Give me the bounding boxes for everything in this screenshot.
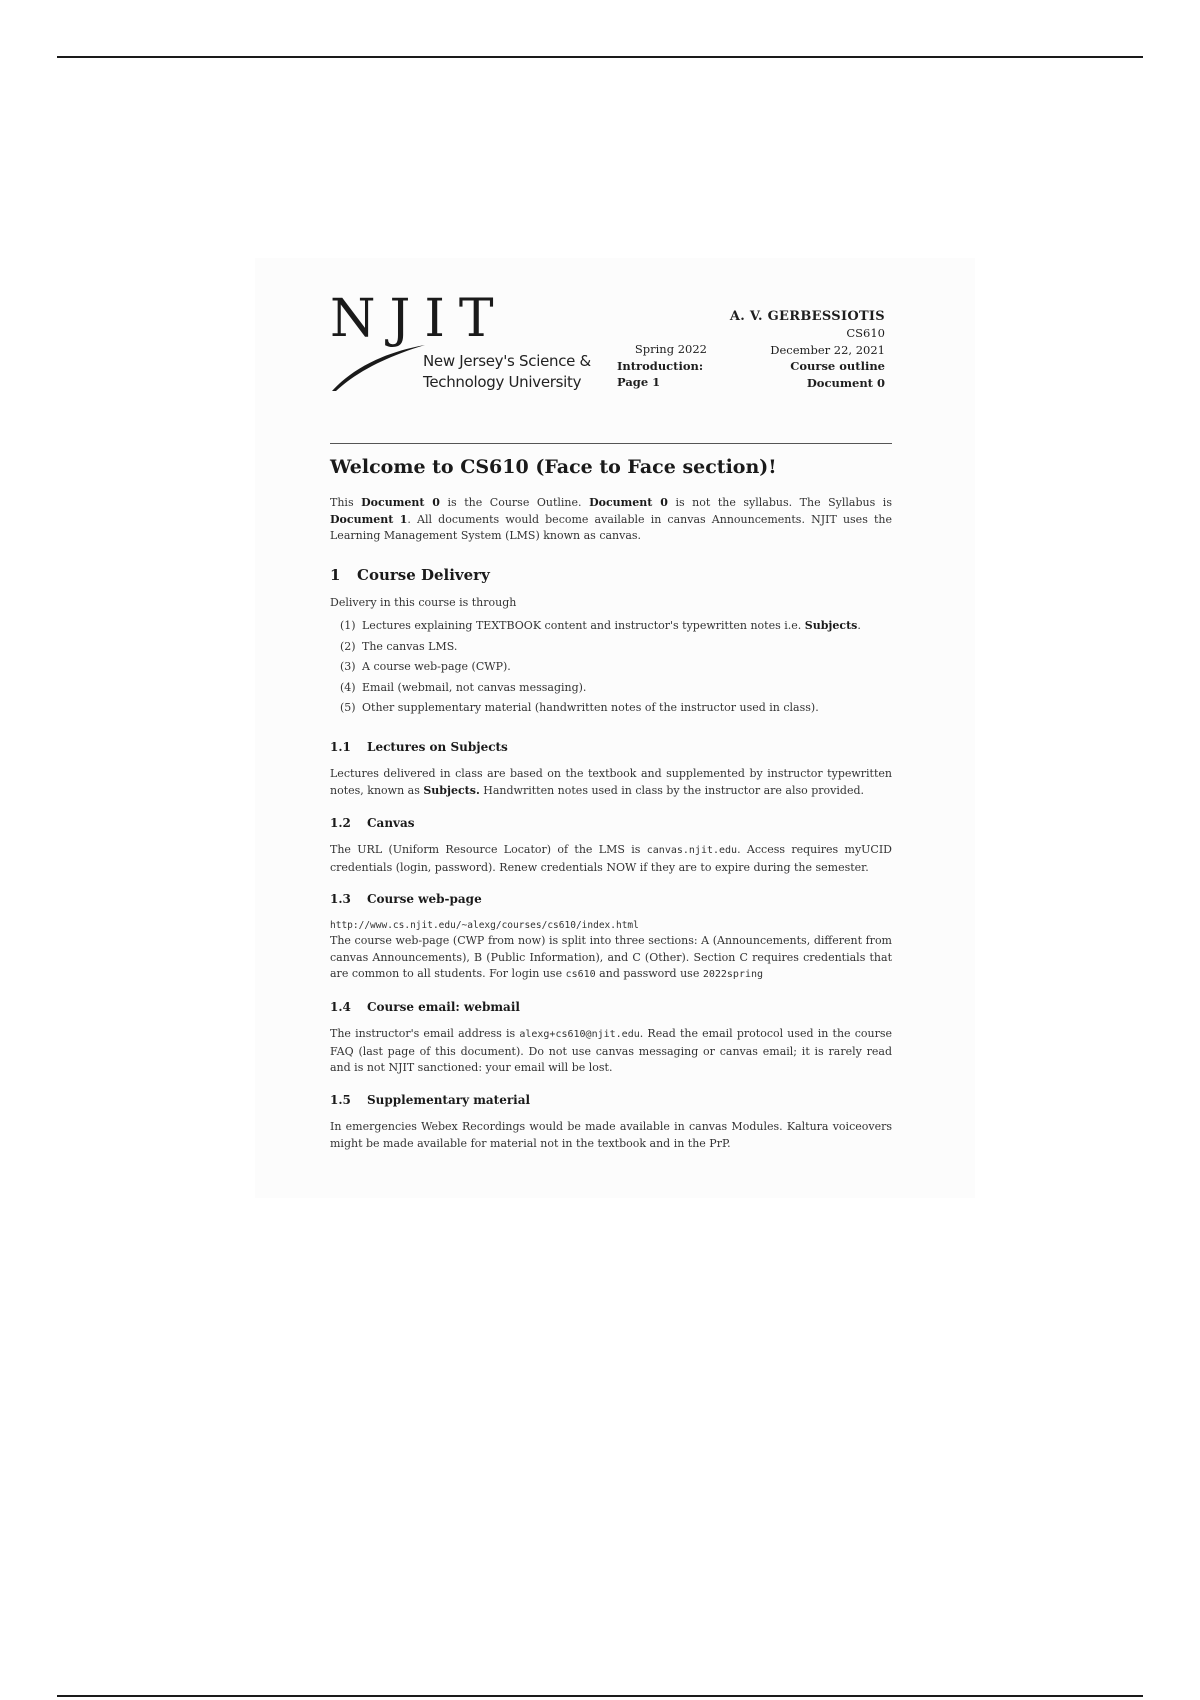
list-item xyxy=(340,637,892,658)
subsection-heading-course-web-page xyxy=(330,892,482,906)
list-marker: (1) xyxy=(340,619,356,632)
intro-text-3: is not the syllabus. The Syllabus is xyxy=(667,496,892,509)
document-type: Course outline xyxy=(790,359,885,373)
list-tail: . xyxy=(857,619,861,632)
cwp-password: 2022spring xyxy=(702,969,764,980)
lectures-text-2: Handwritten notes used in class by the instructor are also provided. xyxy=(479,783,864,797)
delivery-list xyxy=(340,616,892,719)
document-date: December 22, 2021 xyxy=(770,342,885,357)
subsection-heading-lectures xyxy=(330,740,508,754)
header-divider xyxy=(330,443,892,444)
viewer-top-rule xyxy=(57,56,1143,58)
intro-text-1: This xyxy=(330,496,362,509)
subsection-title: Canvas xyxy=(367,816,415,830)
intro-bold-1: Document 0 xyxy=(361,496,440,509)
list-bold: Subjects xyxy=(804,619,858,632)
email-text-2: . Read the email protocol used in the course FAQ (last page of this document). Do not use canvas messaging or canvas email; it is rarely read and is not NJIT sanctioned: your email will be lost. xyxy=(330,1027,892,1074)
cwp-text-2: and password use xyxy=(595,967,703,980)
list-item xyxy=(340,616,892,637)
canvas-paragraph xyxy=(330,842,892,876)
cwp-login: cs610 xyxy=(565,969,596,980)
list-text: Other supplementary material (handwritten notes of the instructor used in class). xyxy=(362,701,819,714)
subsection-number: 1.5 xyxy=(330,1093,351,1107)
course-web-page-url: http://www.cs.njit.edu/~alexg/courses/cs610/index.html xyxy=(330,920,639,931)
delivery-lead: Delivery in this course is through xyxy=(330,596,517,609)
university-name-line1: New Jersey's Science & xyxy=(423,352,591,370)
canvas-url: canvas.njit.edu xyxy=(646,845,738,856)
section-title: Course Delivery xyxy=(357,566,490,584)
list-text: Email (webmail, not canvas messaging). xyxy=(362,680,587,694)
document-page xyxy=(255,258,975,1198)
subsection-title: Course email: webmail xyxy=(367,1000,520,1014)
njit-logo xyxy=(330,289,595,403)
instructor-email: alexg+cs610@njit.edu xyxy=(519,1029,640,1040)
canvas-text-2: . Access requires myUCID credentials (login, password). Renew credentials NOW if they are to expire during the semester. xyxy=(330,843,893,874)
section-number: 1 xyxy=(330,566,341,584)
university-name xyxy=(423,351,591,393)
page-title: Welcome to CS610 (Face to Face section)! xyxy=(330,456,777,478)
subsection-title: Lectures on Subjects xyxy=(367,740,508,754)
intro-paragraph xyxy=(330,495,892,545)
list-marker: (3) xyxy=(340,660,356,673)
lectures-text-1: Lectures delivered in class are based on the textbook and supplemented by instructor typewritten notes, known as xyxy=(330,767,892,797)
lectures-bold: Subjects. xyxy=(423,783,480,797)
list-item xyxy=(340,698,892,719)
subsection-number: 1.3 xyxy=(330,892,351,906)
document-number: Document 0 xyxy=(806,375,885,390)
intro-text-4: . All documents would become available in canvas Announcements. NJIT uses the Learning Management System (LMS) known as canvas. xyxy=(330,512,892,542)
logo-swoosh-icon xyxy=(330,333,425,393)
section-heading-course-delivery xyxy=(330,566,490,584)
intro-text-2: is the Course Outline. xyxy=(439,496,590,509)
subsection-title: Supplementary material xyxy=(367,1093,531,1107)
list-text: A course web-page (CWP). xyxy=(362,660,511,673)
list-marker: (4) xyxy=(340,680,356,694)
author-name: A. V. GERBESSIOTIS xyxy=(729,309,885,324)
intro-bold-2: Document 0 xyxy=(589,496,668,509)
email-text-1: The instructor's email address is xyxy=(330,1027,520,1040)
page-label: Page 1 xyxy=(617,375,661,389)
subsection-heading-course-email xyxy=(330,1000,520,1014)
semester: Spring 2022 xyxy=(634,342,707,356)
subsection-number: 1.4 xyxy=(330,1000,351,1014)
list-marker: (5) xyxy=(340,701,356,714)
list-text: Lectures explaining TEXTBOOK content and instructor's typewritten notes i.e. xyxy=(362,619,805,632)
njit-logo-letters: NJIT xyxy=(330,289,508,349)
list-text: The canvas LMS. xyxy=(362,639,458,653)
intro-bold-3: Document 1 xyxy=(330,512,408,526)
lectures-paragraph xyxy=(330,766,892,799)
course-web-page-paragraph xyxy=(330,933,892,984)
header-middle-block xyxy=(617,341,707,391)
course-code: CS610 xyxy=(846,326,885,340)
list-item xyxy=(340,657,892,678)
subsection-title: Course web-page xyxy=(367,892,482,906)
header-right-block xyxy=(715,308,885,391)
subsection-heading-canvas xyxy=(330,816,415,830)
canvas-text-1: The URL (Uniform Resource Locator) of the LMS is xyxy=(330,843,647,856)
intro-label: Introduction: xyxy=(617,358,704,373)
subsection-number: 1.2 xyxy=(330,816,351,830)
viewer-bottom-rule xyxy=(57,1695,1143,1697)
supplementary-paragraph: In emergencies Webex Recordings would be made available in canvas Modules. Kaltura voiceovers might be made available for material not in the textbook and in the PrP. xyxy=(330,1120,892,1150)
subsection-number: 1.1 xyxy=(330,740,351,754)
course-email-paragraph xyxy=(330,1026,892,1077)
list-marker: (2) xyxy=(340,639,356,653)
university-name-line2: Technology University xyxy=(423,373,582,391)
cwp-text-1: The course web-page (CWP from now) is split into three sections: A (Announcements, different from canvas Announcements), B (Public Information), and C (Other). Section C requires credentials that are common to all students. For login use xyxy=(330,934,892,980)
subsection-heading-supplementary xyxy=(330,1093,530,1107)
list-item xyxy=(340,678,892,699)
